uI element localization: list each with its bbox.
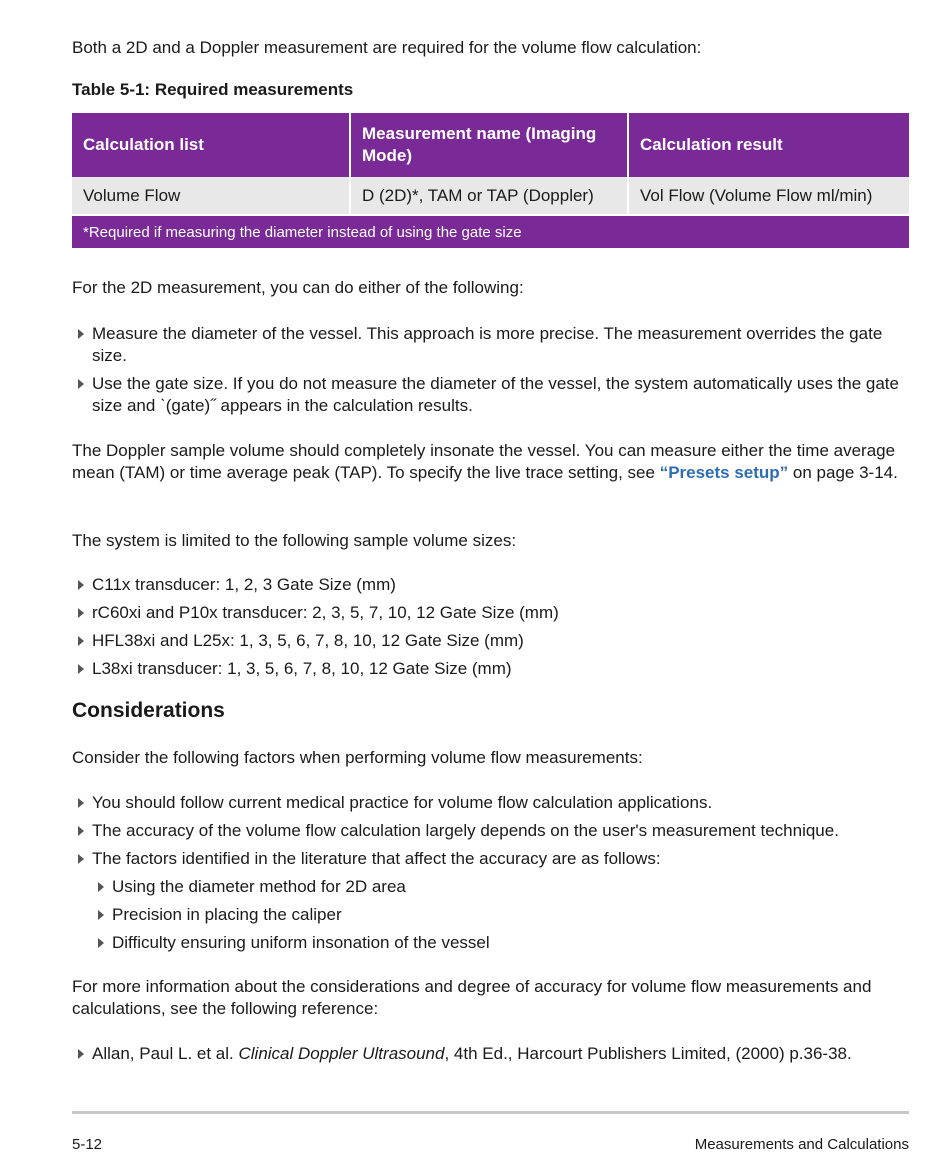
para-consider: Consider the following factors when performing volume flow measurements: bbox=[72, 748, 643, 767]
triangle-bullet-icon bbox=[98, 910, 104, 920]
table-header-row bbox=[72, 113, 909, 177]
list-item bbox=[72, 602, 909, 624]
list-accuracy-factors bbox=[72, 876, 909, 954]
list-item-text: The accuracy of the volume flow calculation largely depends on the user's measurement technique. bbox=[92, 821, 839, 840]
list-2d-options bbox=[72, 323, 909, 417]
list-item-text: L38xi transducer: 1, 3, 5, 6, 7, 8, 10, 12 Gate Size (mm) bbox=[92, 659, 512, 678]
list-item-text: Difficulty ensuring uniform insonation of the vessel bbox=[112, 933, 490, 952]
cell-measurement-name: D (2D)*, TAM or TAP (Doppler) bbox=[350, 177, 628, 215]
list-item bbox=[72, 323, 909, 367]
para-2d: For the 2D measurement, you can do either of the following: bbox=[72, 278, 524, 297]
list-item bbox=[72, 574, 909, 596]
triangle-bullet-icon bbox=[98, 938, 104, 948]
list-item bbox=[72, 792, 909, 814]
cell-calculation-list: Volume Flow bbox=[72, 177, 350, 215]
triangle-bullet-icon bbox=[78, 664, 84, 674]
list-item-text: The factors identified in the literature that affect the accuracy are as follows: bbox=[92, 849, 661, 868]
triangle-bullet-icon bbox=[78, 608, 84, 618]
list-item-text: C11x transducer: 1, 2, 3 Gate Size (mm) bbox=[92, 575, 396, 594]
considerations-heading: Considerations bbox=[72, 699, 225, 722]
list-item bbox=[72, 820, 909, 842]
header-measurement-name: Measurement name (Imaging Mode) bbox=[350, 113, 628, 177]
reference-details: , 4th Ed., Harcourt Publishers Limited, (2000) p.36-38. bbox=[444, 1044, 852, 1063]
reference-book-title: Clinical Doppler Ultrasound bbox=[238, 1044, 445, 1063]
table-footnote-row bbox=[72, 215, 909, 248]
list-item-text: HFL38xi and L25x: 1, 3, 5, 6, 7, 8, 10, 12 Gate Size (mm) bbox=[92, 631, 524, 650]
para-doppler-text: The Doppler sample volume should completely insonate the vessel. You can measure either the time average mean (TAM) or time average peak (TAP). To specify the live trace setting, see bbox=[72, 441, 896, 482]
list-item-text: Using the diameter method for 2D area bbox=[112, 877, 406, 896]
triangle-bullet-icon bbox=[78, 798, 84, 808]
para-doppler bbox=[72, 440, 909, 484]
table-row bbox=[72, 177, 909, 215]
list-considerations bbox=[72, 792, 909, 870]
list-item bbox=[72, 904, 909, 926]
list-item-text: rC60xi and P10x transducer: 2, 3, 5, 7, 10, 12 Gate Size (mm) bbox=[92, 603, 559, 622]
triangle-bullet-icon bbox=[78, 329, 84, 339]
table-footnote: *Required if measuring the diameter instead of using the gate size bbox=[72, 215, 909, 248]
triangle-bullet-icon bbox=[78, 826, 84, 836]
footer-section-title: Measurements and Calculations bbox=[694, 1136, 909, 1153]
list-item-text: Use the gate size. If you do not measure the diameter of the vessel, the system automatically uses the gate size and ˋ(gate)˝ appears in the calculation results. bbox=[92, 374, 899, 415]
list-item-text: You should follow current medical practice for volume flow calculation applications. bbox=[92, 793, 713, 812]
triangle-bullet-icon bbox=[78, 854, 84, 864]
header-calculation-result: Calculation result bbox=[628, 113, 909, 177]
triangle-bullet-icon bbox=[78, 636, 84, 646]
reference-authors: Allan, Paul L. et al. bbox=[92, 1044, 239, 1063]
list-item bbox=[72, 373, 909, 417]
header-calculation-list: Calculation list bbox=[72, 113, 350, 177]
triangle-bullet-icon bbox=[78, 1049, 84, 1059]
list-item bbox=[72, 630, 909, 652]
para-sizes: The system is limited to the following sample volume sizes: bbox=[72, 531, 517, 550]
list-item bbox=[72, 1043, 909, 1065]
para-doppler-text-end: on page 3-14. bbox=[788, 463, 898, 482]
page-number: 5-12 bbox=[72, 1136, 103, 1153]
triangle-bullet-icon bbox=[98, 882, 104, 892]
triangle-bullet-icon bbox=[78, 580, 84, 590]
list-item bbox=[72, 848, 909, 870]
list-item bbox=[72, 658, 909, 680]
intro-paragraph: Both a 2D and a Doppler measurement are required for the volume flow calculation: bbox=[72, 38, 702, 57]
para-more-info: For more information about the considerations and degree of accuracy for volume flow measurements and calculations, see the following reference: bbox=[72, 977, 872, 1018]
list-item bbox=[72, 932, 909, 954]
required-measurements-table bbox=[72, 113, 909, 248]
footer-divider bbox=[72, 1111, 909, 1114]
list-item-text: Measure the diameter of the vessel. This approach is more precise. The measurement overrides the gate size. bbox=[92, 324, 883, 365]
cell-calculation-result: Vol Flow (Volume Flow ml/min) bbox=[628, 177, 909, 215]
list-item bbox=[72, 876, 909, 898]
list-reference bbox=[72, 1043, 909, 1065]
presets-setup-link[interactable]: “Presets setup” bbox=[659, 463, 789, 482]
table-title: Table 5-1: Required measurements bbox=[72, 80, 354, 99]
list-sample-sizes bbox=[72, 574, 909, 680]
triangle-bullet-icon bbox=[78, 379, 84, 389]
list-item-text: Precision in placing the caliper bbox=[112, 905, 342, 924]
